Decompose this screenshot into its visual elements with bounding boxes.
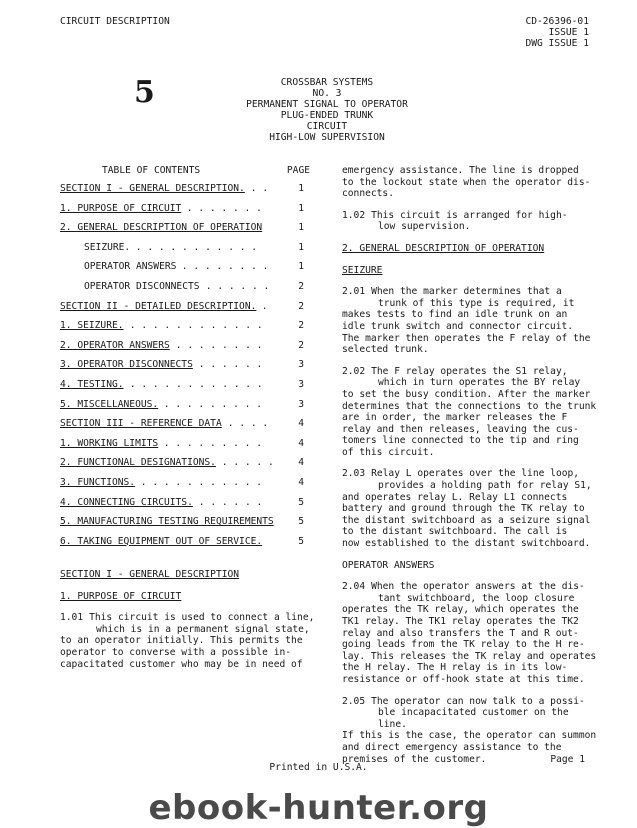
seizure-heading: SEIZURE (342, 264, 383, 276)
toc-entry-page: 4 (298, 476, 304, 488)
paragraph-1-02 (342, 210, 597, 233)
title-line: HIGH-LOW SUPERVISION (269, 132, 385, 143)
paragraph-2-02 (342, 366, 597, 459)
document-title (200, 77, 454, 143)
toc-entry-leader: . . . . (222, 418, 269, 430)
toc-entry-label: SECTION III - REFERENCE DATA (60, 418, 222, 430)
text-line: selected trunk. (342, 344, 429, 356)
text-line: The F relay operates the S1 relay, (371, 365, 568, 377)
toc-entry-page: 2 (298, 320, 304, 332)
toc-entry (60, 375, 310, 395)
section-heading: SECTION I - GENERAL DESCRIPTION (60, 569, 240, 580)
text-line: TK1 relay. The TK1 relay operates the TK2 (342, 616, 579, 627)
text-line: operates the TK relay, which operates the (342, 604, 579, 616)
toc-entry-page: 4 (298, 457, 304, 469)
toc-entry (60, 414, 310, 434)
toc-entry-page: 1 (298, 202, 304, 214)
text-line: the H relay. The H relay is in its low- (342, 662, 568, 674)
drawing-issue-label: DWG ISSUE 1 (525, 38, 589, 49)
issue-label: ISSUE 1 (548, 27, 589, 38)
text-line: relay and also transfers the T and R out- (342, 627, 579, 639)
printed-in-label: Printed in U.S.A. (269, 762, 368, 773)
toc-entry-leader: . . . . . . . . (170, 339, 263, 351)
toc-entry-label: 6. TAKING EQUIPMENT OUT OF SERVICE. (60, 535, 263, 547)
toc-entry-label: 4. TESTING. (60, 378, 124, 390)
toc-list (60, 179, 310, 551)
text-line: battery and ground through the TK relay to (342, 503, 585, 515)
text-line: relay and then releases, leaving the cus- (342, 423, 579, 435)
toc-entry-leader: . . . . . . . . (176, 261, 269, 273)
table-of-contents (60, 165, 310, 551)
toc-entry (60, 179, 310, 199)
text-line: the distant switchboard as a seizure signal (342, 514, 591, 526)
toc-entry-label: SECTION I - GENERAL DESCRIPTION. (60, 183, 245, 194)
toc-entry-page: 2 (298, 280, 304, 292)
text-line: premises of the customer. (342, 753, 487, 765)
title-line: PERMANENT SIGNAL TO OPERATOR (246, 99, 408, 110)
text-line: This circuit is used to connect a line, (89, 612, 315, 624)
toc-entry-page: 1 (298, 241, 304, 253)
paragraph-number: 1.01 (60, 612, 84, 624)
toc-entry (60, 257, 310, 277)
watermark-text: ebook-hunter.org (148, 788, 489, 828)
toc-entry-page: 1 (298, 261, 304, 273)
page-number: Page 1 (550, 754, 585, 765)
text-line: which is in a permanent signal state, (96, 623, 310, 635)
toc-entry (60, 297, 310, 317)
toc-entry (60, 218, 310, 238)
toc-entry-leader: . . . . . . (200, 280, 270, 292)
text-line: capacitated customer who may be in need of (60, 658, 303, 670)
paragraph-2-03 (342, 468, 597, 549)
left-column-body (60, 569, 322, 670)
text-line: to set the busy condition. After the marker (342, 388, 591, 400)
right-column-body (342, 165, 597, 765)
text-line: idle trunk switch and connector circuit. (342, 320, 574, 332)
text-line: provides a holding path for relay S1, (378, 480, 592, 492)
toc-entry-label: 1. WORKING LIMITS (60, 437, 159, 449)
toc-entry-leader: . . . . . . . . . . . (135, 476, 263, 488)
toc-entry-label: 1. SEIZURE. (60, 320, 124, 332)
document-number: CD-26396-01 (525, 16, 589, 27)
toc-entry-label: SEIZURE. (84, 241, 131, 253)
text-line: now established to the distant switchboard. (342, 538, 591, 550)
text-line: to an operator initially. This permits the (60, 635, 303, 647)
toc-entry (60, 532, 310, 552)
toc-entry-label: 1. PURPOSE OF CIRCUIT (60, 202, 182, 214)
toc-entry-label: OPERATOR ANSWERS (84, 261, 177, 273)
toc-entry-label: 3. FUNCTIONS. (60, 476, 136, 488)
toc-entry-page: 2 (298, 300, 304, 312)
toc-entry-page: 4 (298, 418, 304, 430)
toc-entry-leader: . . . . . . (193, 359, 263, 371)
text-line: The marker then operates the F relay of the (342, 332, 591, 344)
toc-entry-label: 3. OPERATOR DISCONNECTS (60, 359, 193, 371)
section-2-heading: 2. GENERAL DESCRIPTION OF OPERATION (342, 242, 545, 254)
text-line: emergency assistance. The line is dropped (342, 165, 579, 176)
text-line: tant switchboard, the loop closure (378, 592, 575, 604)
paragraph-2-04 (342, 581, 597, 685)
text-line: connects. (342, 188, 394, 200)
paragraph-number: 2.03 (342, 468, 366, 480)
section-number: 5 (134, 75, 155, 110)
toc-entry-page: 3 (298, 359, 304, 371)
paragraph-number: 2.04 (342, 581, 366, 593)
text-line: When the marker determines that a (371, 286, 562, 298)
text-line: When the operator answers at the dis- (371, 581, 585, 593)
text-line: Relay L operates over the line loop, (371, 468, 580, 480)
text-line: going leads from the TK relay to the H re- (342, 639, 585, 651)
toc-entry-page: 5 (298, 516, 304, 528)
toc-entry-label: 5. MANUFACTURING TESTING REQUIREMENTS (60, 516, 274, 528)
toc-entry-leader: . . . . . . . . . (158, 437, 262, 449)
title-line: NO. 3 (312, 88, 342, 99)
toc-entry-page: 5 (298, 496, 304, 508)
toc-entry-leader: . . . . . . . . . . . . (124, 320, 263, 332)
toc-page-heading: PAGE (286, 165, 310, 176)
toc-entry-leader: . . . . . . . . . (158, 398, 262, 410)
text-line: low supervision. (378, 221, 471, 233)
toc-entry-page: 3 (298, 398, 304, 410)
toc-entry (60, 355, 310, 375)
text-line: operator to converse with a possible in- (60, 646, 292, 658)
paragraph-number: 2.02 (342, 365, 366, 377)
text-line: to the distant switchboard. The call is (342, 526, 568, 538)
title-line: CIRCUIT (306, 121, 348, 132)
toc-entry-label: 2. GENERAL DESCRIPTION OF OPERATION (60, 222, 263, 234)
toc-entry (60, 512, 310, 532)
toc-entry (60, 395, 310, 415)
header-left-label: CIRCUIT DESCRIPTION (60, 16, 170, 27)
paragraph-continuation (342, 165, 597, 200)
text-line: lay. This releases the TK relay and operates (342, 650, 597, 662)
text-line: The operator can now talk to a possi- (371, 695, 585, 707)
toc-entry (60, 453, 310, 473)
toc-entry (60, 238, 310, 258)
toc-entry (60, 434, 310, 454)
toc-entry-page: 2 (298, 339, 304, 351)
toc-entry-label: 4. CONNECTING CIRCUITS. (60, 496, 193, 508)
text-line: This circuit is arranged for high- (371, 209, 568, 221)
toc-entry-label: SECTION II - DETAILED DESCRIPTION. (60, 300, 257, 312)
title-line: PLUG-ENDED TRUNK (280, 110, 374, 121)
sub-heading: 1. PURPOSE OF CIRCUIT (60, 590, 182, 602)
toc-entry-label: 5. MISCELLANEOUS. (60, 398, 159, 410)
toc-entry-label: OPERATOR DISCONNECTS (84, 280, 200, 292)
paragraph-1-01 (60, 612, 322, 670)
text-line: and direct emergency assistance to the (342, 741, 562, 753)
toc-entry (60, 336, 310, 356)
toc-entry-leader: . . . . . . . (181, 202, 262, 214)
text-line: ble incapacitated customer on the line. (378, 707, 569, 730)
text-line: tomers line connected to the tip and ring (342, 435, 579, 447)
paragraph-2-01 (342, 286, 597, 356)
toc-entry-leader: . . . . . . . . . . . . (124, 378, 263, 390)
text-line: which in turn operates the BY relay (378, 377, 581, 389)
title-line: CROSSBAR SYSTEMS (280, 77, 374, 88)
toc-entry-label: 2. FUNCTIONAL DESIGNATIONS. (60, 457, 216, 469)
toc-entry (60, 473, 310, 493)
header-right-block (525, 16, 589, 49)
toc-entry-leader: . . . . . . . . . . . (130, 241, 258, 253)
toc-entry-leader: . . . . . (216, 457, 274, 469)
toc-entry-leader: . . (245, 183, 269, 194)
paragraph-number: 1.02 (342, 209, 366, 221)
operator-answers-heading: OPERATOR ANSWERS (342, 559, 435, 571)
text-line: makes tests to find an idle trunk on an (342, 309, 568, 321)
text-line: If this is the case, the operator can summon (342, 730, 597, 742)
text-line: resistance or off-hook state at this time. (342, 673, 585, 685)
toc-entry-leader: . . . . . . (193, 496, 263, 508)
text-line: trunk of this type is required, it (378, 297, 575, 309)
toc-entry-page: 4 (298, 437, 304, 449)
toc-entry-leader: . (256, 300, 268, 312)
text-line: of this circuit. (342, 446, 435, 458)
toc-entry (60, 277, 310, 297)
paragraph-number: 2.05 (342, 695, 366, 707)
toc-heading: TABLE OF CONTENTS (102, 165, 201, 176)
toc-entry (60, 199, 310, 219)
toc-header (60, 165, 310, 179)
toc-entry-page: 1 (298, 222, 304, 234)
toc-entry (60, 493, 310, 513)
toc-entry-label: 2. OPERATOR ANSWERS (60, 339, 170, 351)
text-line: to the lockout state when the operator dis- (342, 176, 591, 188)
text-line: and operates relay L. Relay L1 connects (342, 491, 568, 503)
toc-entry-page: 1 (298, 183, 304, 194)
text-line: determines that the connections to the trunk (342, 400, 597, 412)
paragraph-number: 2.01 (342, 286, 366, 298)
text-line: are in order, the marker releases the F (342, 412, 568, 424)
toc-entry-page: 3 (298, 378, 304, 390)
toc-entry-page: 5 (298, 535, 304, 547)
toc-entry (60, 316, 310, 336)
